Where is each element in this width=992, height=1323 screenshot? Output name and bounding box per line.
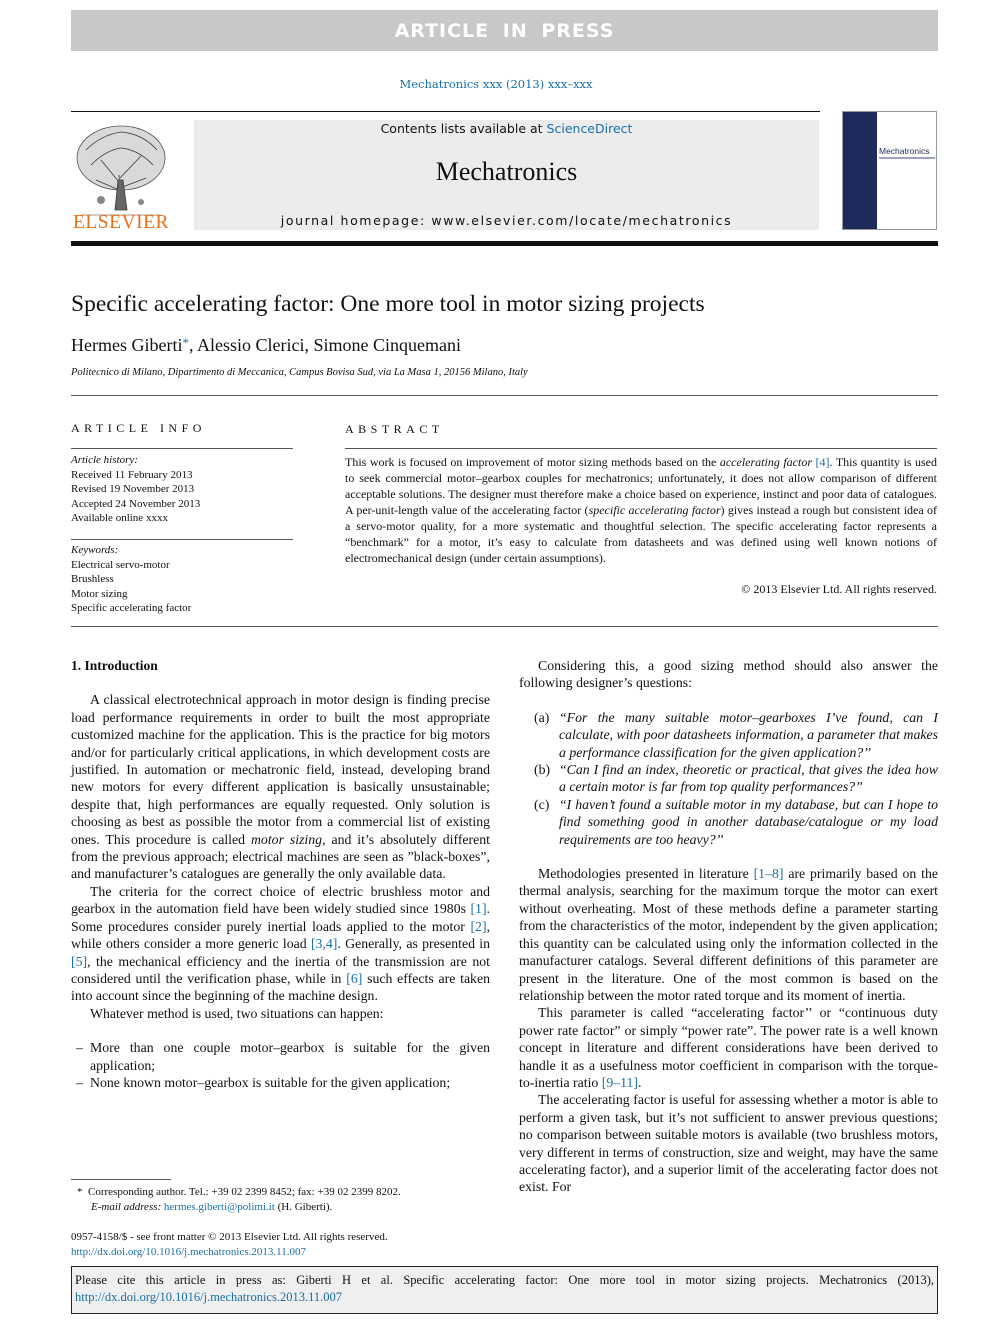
paragraph bbox=[71, 691, 490, 882]
article-info-heading: ARTICLE INFO bbox=[71, 421, 206, 435]
paragraph: Whatever method is used, two situations can happen: bbox=[90, 1005, 384, 1021]
email-label: E-mail address: bbox=[91, 1201, 164, 1213]
text: such effects are taken into account since the beginning of the machine design. bbox=[71, 970, 490, 1004]
bullet-dash: – bbox=[76, 1040, 83, 1056]
history-item: Available online xxxx bbox=[71, 512, 168, 524]
text: . Generally, as presented in bbox=[337, 936, 491, 952]
question-item bbox=[519, 796, 938, 848]
footnote-line bbox=[71, 1185, 490, 1200]
reference-link[interactable]: [9–11] bbox=[601, 1074, 639, 1090]
copyright: © 2013 Elsevier Ltd. All rights reserved. bbox=[741, 582, 937, 596]
email-link[interactable]: hermes.giberti@polimi.it bbox=[163, 1201, 275, 1213]
header-rule bbox=[71, 111, 820, 112]
footnote-email-line bbox=[71, 1200, 490, 1215]
bullet-dash: – bbox=[76, 1074, 83, 1090]
citation-doi-link[interactable]: http://dx.doi.org/10.1016/j.mechatronics.2013.11.007 bbox=[75, 1290, 342, 1304]
keyword: Electrical servo-motor bbox=[71, 558, 170, 571]
footnote-star: * bbox=[77, 1186, 83, 1198]
history-item: Accepted 24 November 2013 bbox=[71, 497, 201, 510]
reference-link[interactable]: [1] bbox=[470, 901, 487, 917]
emphasis: motor sizing bbox=[250, 831, 323, 847]
abstract-part: ) gives instead a rough but consistent idea of a servo-motor quality, for a more systematic and thoughtful selection. The specific accelerating factor represents a “benchmark” for a motor, it’s easy to calculate from datasheets and was defined using well known notions of electromechanical design (under certain assumptions). bbox=[345, 503, 938, 565]
cover-title: Mechatronics bbox=[879, 146, 930, 156]
question-text: “For the many suitable motor–gearboxes I’ve found, can I calculate, with poor datasheets information, a parameter that makes a performance classification for the given application?’’ bbox=[559, 709, 938, 760]
text: A classical electrotechnical approach in motor design is finding precise load performance requirements in order to built the most appropriate customized machine for the application. This is the practice for big motors and/or for particularly critical applications, in which development costs are justified. In automation or mechatronic field, instead, developing brand new motors for every different application is basically unsustainable; despite that, high performances are equally requested. Only solution is choosing as best as possible the motor from a commercial list of existing ones. This procedure is called bbox=[71, 692, 490, 847]
article-title: Specific accelerating factor: One more tool in motor sizing projects bbox=[71, 291, 705, 317]
corresponding-footnote bbox=[71, 1185, 490, 1215]
reference-link[interactable]: [5] bbox=[71, 953, 88, 969]
section-heading: 1. Introduction bbox=[71, 658, 158, 673]
other-authors: , Alessio Clerici, Simone Cinquemani bbox=[188, 335, 461, 355]
text: . bbox=[638, 1074, 642, 1090]
question-label: (c) bbox=[534, 796, 550, 812]
list-item bbox=[71, 1039, 490, 1074]
cover-strip bbox=[843, 112, 877, 229]
question-text: “Can I find an index, theoretic or practical, that gives the idea how a certain motor is far from top quality performances?” bbox=[559, 762, 938, 795]
affiliation: Politecnico di Milano, Dipartimento di Meccanica, Campus Bovisa Sud, via La Masa 1, 20156 Milano, Italy bbox=[71, 367, 528, 378]
journal-name: Mechatronics bbox=[435, 157, 578, 186]
reference-link[interactable]: [4] bbox=[815, 455, 830, 469]
citation-text: Please cite this article in press as: Giberti H et al. Specific accelerating factor: One more tool in motor sizing projects. Mechatronics (2013), bbox=[75, 1273, 934, 1287]
article-info-rule bbox=[71, 448, 293, 449]
abstract-emphasis: accelerating factor bbox=[719, 455, 813, 469]
keywords bbox=[71, 543, 293, 616]
text: , the mechanical efficiency and the inertia of the transmission are not considered until the verification phase, while in bbox=[71, 953, 490, 986]
masthead-thick-rule bbox=[71, 241, 938, 246]
question-item bbox=[519, 761, 938, 796]
question-label: (a) bbox=[534, 709, 550, 725]
corresponding-author-mark[interactable]: * bbox=[182, 335, 189, 350]
keyword: Brushless bbox=[71, 573, 114, 585]
doi-link[interactable]: http://dx.doi.org/10.1016/j.mechatronics.2013.11.007 bbox=[71, 1246, 306, 1258]
list-item-text: More than one couple motor–gearbox is suitable for the given application; bbox=[90, 1040, 490, 1073]
authors bbox=[71, 335, 461, 356]
footnote-text: Corresponding author. Tel.: +39 02 2399 8452; fax: +39 02 2399 8202. bbox=[88, 1186, 401, 1198]
abstract-part: . This quantity is used to seek commercial motor–gearbox couples for mechatronics; unfortunately, it does not allow comparison of different acceptable solutions. The designer must therefore make a choice based on experience, instinct and poor data of catalogues. A per-unit-length value of the accelerating factor ( bbox=[345, 455, 938, 517]
reference-link[interactable]: [2] bbox=[470, 918, 487, 934]
article-in-press-banner: ARTICLE IN PRESS bbox=[71, 10, 938, 51]
history-item: Received 11 February 2013 bbox=[71, 468, 193, 481]
journal-homepage[interactable]: journal homepage: www.elsevier.com/locate/mechatronics bbox=[280, 213, 733, 228]
reference-link[interactable]: [3,4] bbox=[310, 936, 338, 952]
abstract-heading: ABSTRACT bbox=[345, 422, 444, 436]
abstract-part: This work is focused on improvement of motor sizing methods based on the bbox=[345, 455, 720, 469]
text: , and it’s absolutely different from the previous approach; electrical machines are seen as ”black-boxes”, and manufacturer’s catalogues are generally the only available data. bbox=[71, 831, 490, 882]
text: The criteria for the correct choice of electric brushless motor and gearbox in the automation field have been widely studied since 1980s bbox=[71, 883, 490, 917]
article-history bbox=[71, 453, 293, 526]
left-column bbox=[71, 657, 490, 1091]
reference-link[interactable]: [6] bbox=[346, 970, 363, 986]
paragraph: Considering this, a good sizing method should also answer the following designer’s questions: bbox=[519, 658, 938, 691]
footnote-rule bbox=[71, 1179, 171, 1180]
list-item bbox=[71, 1074, 490, 1091]
abstract-text bbox=[345, 454, 937, 566]
title-rule bbox=[71, 395, 938, 396]
author-1: Hermes Giberti bbox=[71, 335, 183, 355]
keyword: Specific accelerating factor bbox=[71, 602, 192, 614]
list-item-text: None known motor–gearbox is suitable for the given application; bbox=[90, 1074, 451, 1090]
text: , while others consider a more generic load bbox=[71, 918, 490, 952]
issn-line: 0957-4158/$ - see front matter © 2013 Elsevier Ltd. All rights reserved. bbox=[71, 1231, 388, 1243]
contents-line bbox=[194, 121, 819, 136]
question-label: (b) bbox=[534, 762, 551, 778]
question-item bbox=[519, 709, 938, 761]
reference-link[interactable]: [1–8] bbox=[753, 866, 784, 882]
issn-block bbox=[71, 1230, 571, 1260]
cover-subtitle-bar bbox=[879, 157, 935, 159]
text: . Some procedures consider purely inertial loads applied to the motor bbox=[71, 901, 490, 934]
abstract-emphasis: specific accelerating factor bbox=[588, 503, 721, 517]
keywords-rule bbox=[71, 539, 293, 540]
journal-reference-link[interactable]: Mechatronics xxx (2013) xxx–xxx bbox=[399, 77, 593, 91]
contents-prefix: Contents lists available at bbox=[380, 121, 547, 136]
paragraph: The accelerating factor is useful for assessing whether a motor is able to perform a given task, but it’s not sufficient to answer previous questions; no comparison between suitable motors is available (two brushless motors, very different in terms of construction, size and weight, may have the same accelerating factor), and a superior limit of the accelerating factor does not exist. For bbox=[519, 1092, 938, 1195]
keyword: Motor sizing bbox=[71, 587, 128, 600]
right-column bbox=[519, 657, 938, 1196]
keywords-label: Keywords: bbox=[71, 544, 119, 556]
text: Methodologies presented in literature bbox=[538, 866, 754, 882]
text: This parameter is called “accelerating factor’’ or “continuous duty power rate factor” or simply “power rate”. The power rate is a well known concept in literature and different considerations have been derived to handle it as a usefulness motor coefficient in comparison with the torque-to-inertia ratio bbox=[519, 1005, 938, 1090]
abstract-rule bbox=[345, 448, 937, 449]
paragraph bbox=[519, 1004, 938, 1091]
email-suffix: (H. Giberti). bbox=[274, 1201, 333, 1213]
history-label: Article history: bbox=[71, 454, 138, 466]
paragraph bbox=[71, 883, 490, 1005]
text: are primarily based on the thermal analysis, searching for the maximum torque the motor can exert without overheating. Most of these methods define a parameter starting from the characteristics of the motor, independent by the given application; this quantity can be calculated using only the information collected in the manufacturer catalogs. Several different definitions of this parameter are present in the literature. One of the most common is based on the relationship between the motor rated torque and its moment of inertia. bbox=[519, 866, 938, 1003]
abstract-bottom-rule bbox=[71, 626, 938, 627]
journal-cover-thumbnail bbox=[842, 111, 937, 230]
citation-box bbox=[71, 1266, 938, 1314]
paragraph bbox=[519, 865, 938, 1004]
question-text: “I haven’t found a suitable motor in my database, but can I hope to find something good in another database/catalogue or my load requirements are too heavy?’’ bbox=[559, 796, 938, 847]
sciencedirect-link[interactable]: ScienceDirect bbox=[546, 121, 633, 136]
history-item: Revised 19 November 2013 bbox=[71, 483, 195, 495]
elsevier-wordmark: ELSEVIER bbox=[72, 212, 170, 233]
